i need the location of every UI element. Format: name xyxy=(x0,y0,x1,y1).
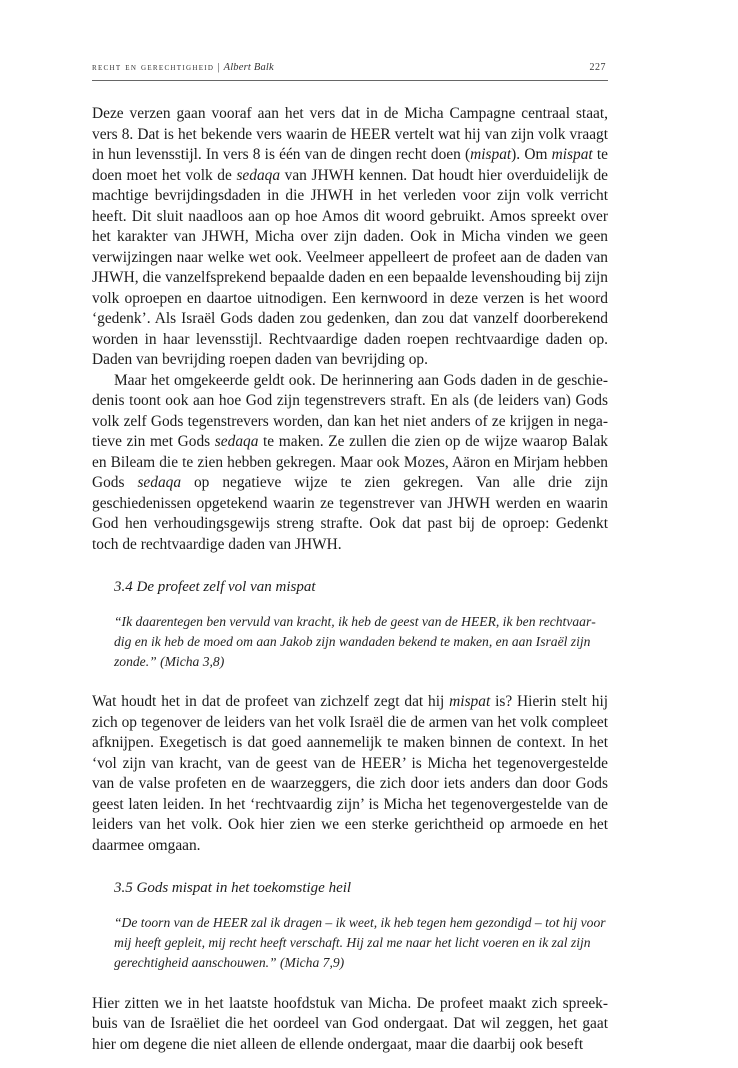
paragraph-3-text-2: is? Hierin stelt hij zich op tegenover de leiders van het volk Israël die de armen van het volk compleet afknijpen. Exegetisch is dat goed aannemelijk te maken binnen de context. In het ‘vol zijn van kracht, van de geest van de HEER’ is Micha het tegenovergestelde van de valse profeten en de waarzeggers, die zich door iets anders dan door Gods geest laten leiden. In het ‘rechtvaardig zijn’ is Micha het tegenovergestelde van de leiders van het volk. Ook hier zien we een sterke gerichtheid op armoede en het daarmee omgaan. xyxy=(92,693,609,854)
block-quote-micha-3-8: “Ik daarentegen ben vervuld van kracht, ik heb de geest van de HEER, ik ben rechtvaardig en ik heb de moed om aan Jakob zijn wandaden bekend te maken, en aan Israël zijn zonde.” (Micha 3,8) xyxy=(114,613,596,670)
running-header xyxy=(92,62,606,73)
paragraph-2-italic-2: sedaqa xyxy=(137,474,182,491)
section-heading-3-5: 3.5 Gods mispat in het toekomstige heil xyxy=(114,880,352,897)
running-header-author: Albert Balk xyxy=(223,62,274,73)
paragraph-3 xyxy=(92,692,608,856)
paragraph-4-text-1: Hier zitten we in het laatste hoofdstuk van Micha. De profeet maakt zich spreekbuis van de Israëliet die het oordeel van God ondergaat. Dat wil zeggen, het gaat hier om degene die niet alleen de ellende ondergaat, maar die daarbij ook beseft xyxy=(92,994,608,1053)
paragraph-3-italic-1: mispat xyxy=(449,693,491,711)
paragraph-2-text-3: op negatieve wijze te zien gekregen. Van alle drie zijn geschiedenissen opgetekend waarin ze tegenstrever van JHWH werden en waarin God hen verhoudingsgewijs streng strafte. Ook dat past bij de oproep: Gedenkt toch de rechtvaardige daden van JHWH. xyxy=(92,474,608,553)
paragraph-2 xyxy=(92,371,608,556)
paragraph-2-text-1: Maar het omgekeerde geldt ook. De herinnering aan Gods daden in de geschiedenis toont ook aan hoe God zijn tegenstrevers straft. En als (de leiders van) Gods volk zelf Gods tegenstrevers worden, dan kan het niet anders of ze krijgen in negatieve zin met Gods xyxy=(92,371,608,450)
paragraph-1-text-3: te doen moet het volk de xyxy=(92,146,608,184)
section-heading-3-4: 3.4 De profeet zelf vol van mispat xyxy=(114,579,316,595)
paragraph-2-italic-1: sedaqa xyxy=(214,433,259,450)
body-text xyxy=(92,104,608,1055)
page-number: 227 xyxy=(589,62,606,73)
paragraph-4 xyxy=(92,994,608,1056)
paragraph-1-text-1: Deze verzen gaan vooraf aan het vers dat in de Micha Campagne centraal staat, vers 8. Dat is het bekende vers waarin de HEER vertelt wat hij van zijn volk vraagt in hun levensstijl. In vers 8 is één van de dingen recht doen ( xyxy=(92,105,608,163)
paragraph-2-text-2: te maken. Ze zullen die zien op de wijze waarop Balak en Bileam die te zien hebben gekregen. Maar ook Mozes, Aäron en Mirjam hebben Gods xyxy=(92,433,608,491)
paragraph-3-text-1: Wat houdt het in dat de profeet van zichzelf zegt dat hij xyxy=(92,693,450,711)
paragraph-1-italic-2: mispat xyxy=(551,146,593,163)
paragraph-1 xyxy=(92,104,608,371)
paragraph-1-text-4: van JHWH kennen. Dat houdt hier overduidelijk de machtige bevrijdingsdaden in die JHWH in het verleden voor zijn volk verricht heeft. Dit sluit naadloos aan op hoe Amos dit woord gebruikt. Amos spreekt over het karakter van JHWH, Micha over zijn daden. Ook in Micha vinden we geen verwijzingen naar welke wet ook. Veelmeer appelleert de profeet aan de daden van JHWH, die vanzelfsprekend bepaalde daden en een bepaalde levenshouding bij zijn volk oproepen en daartoe uitnodigen. Een kernwoord in deze verzen is het woord ‘gedenk’. Als Israël Gods daden zou gedenken, dan zou dat vanzelf doorberekend worden in haar levensstijl. Rechtvaardige daden roepen rechtvaardige daden op. Daden van bevrijding roepen daden van bevrijding op. xyxy=(92,166,608,368)
paragraph-1-text-2: ). Om xyxy=(511,146,552,163)
header-rule xyxy=(92,80,608,81)
running-header-title: recht en gerechtigheid xyxy=(92,62,215,73)
block-quote-micha-7-9: “De toorn van de HEER zal ik dragen – ik weet, ik heb tegen hem gezondigd – tot hij voor mij heeft gepleit, mij recht heeft verschaft. Hij zal me naar het licht voeren en ik zal zijn gerechtigheid aanschouwen.” (Micha 7,9) xyxy=(114,914,606,971)
paragraph-1-italic-3: sedaqa xyxy=(236,166,281,184)
paragraph-1-italic-1: mispat xyxy=(470,146,512,163)
running-header-separator: | xyxy=(217,62,221,73)
